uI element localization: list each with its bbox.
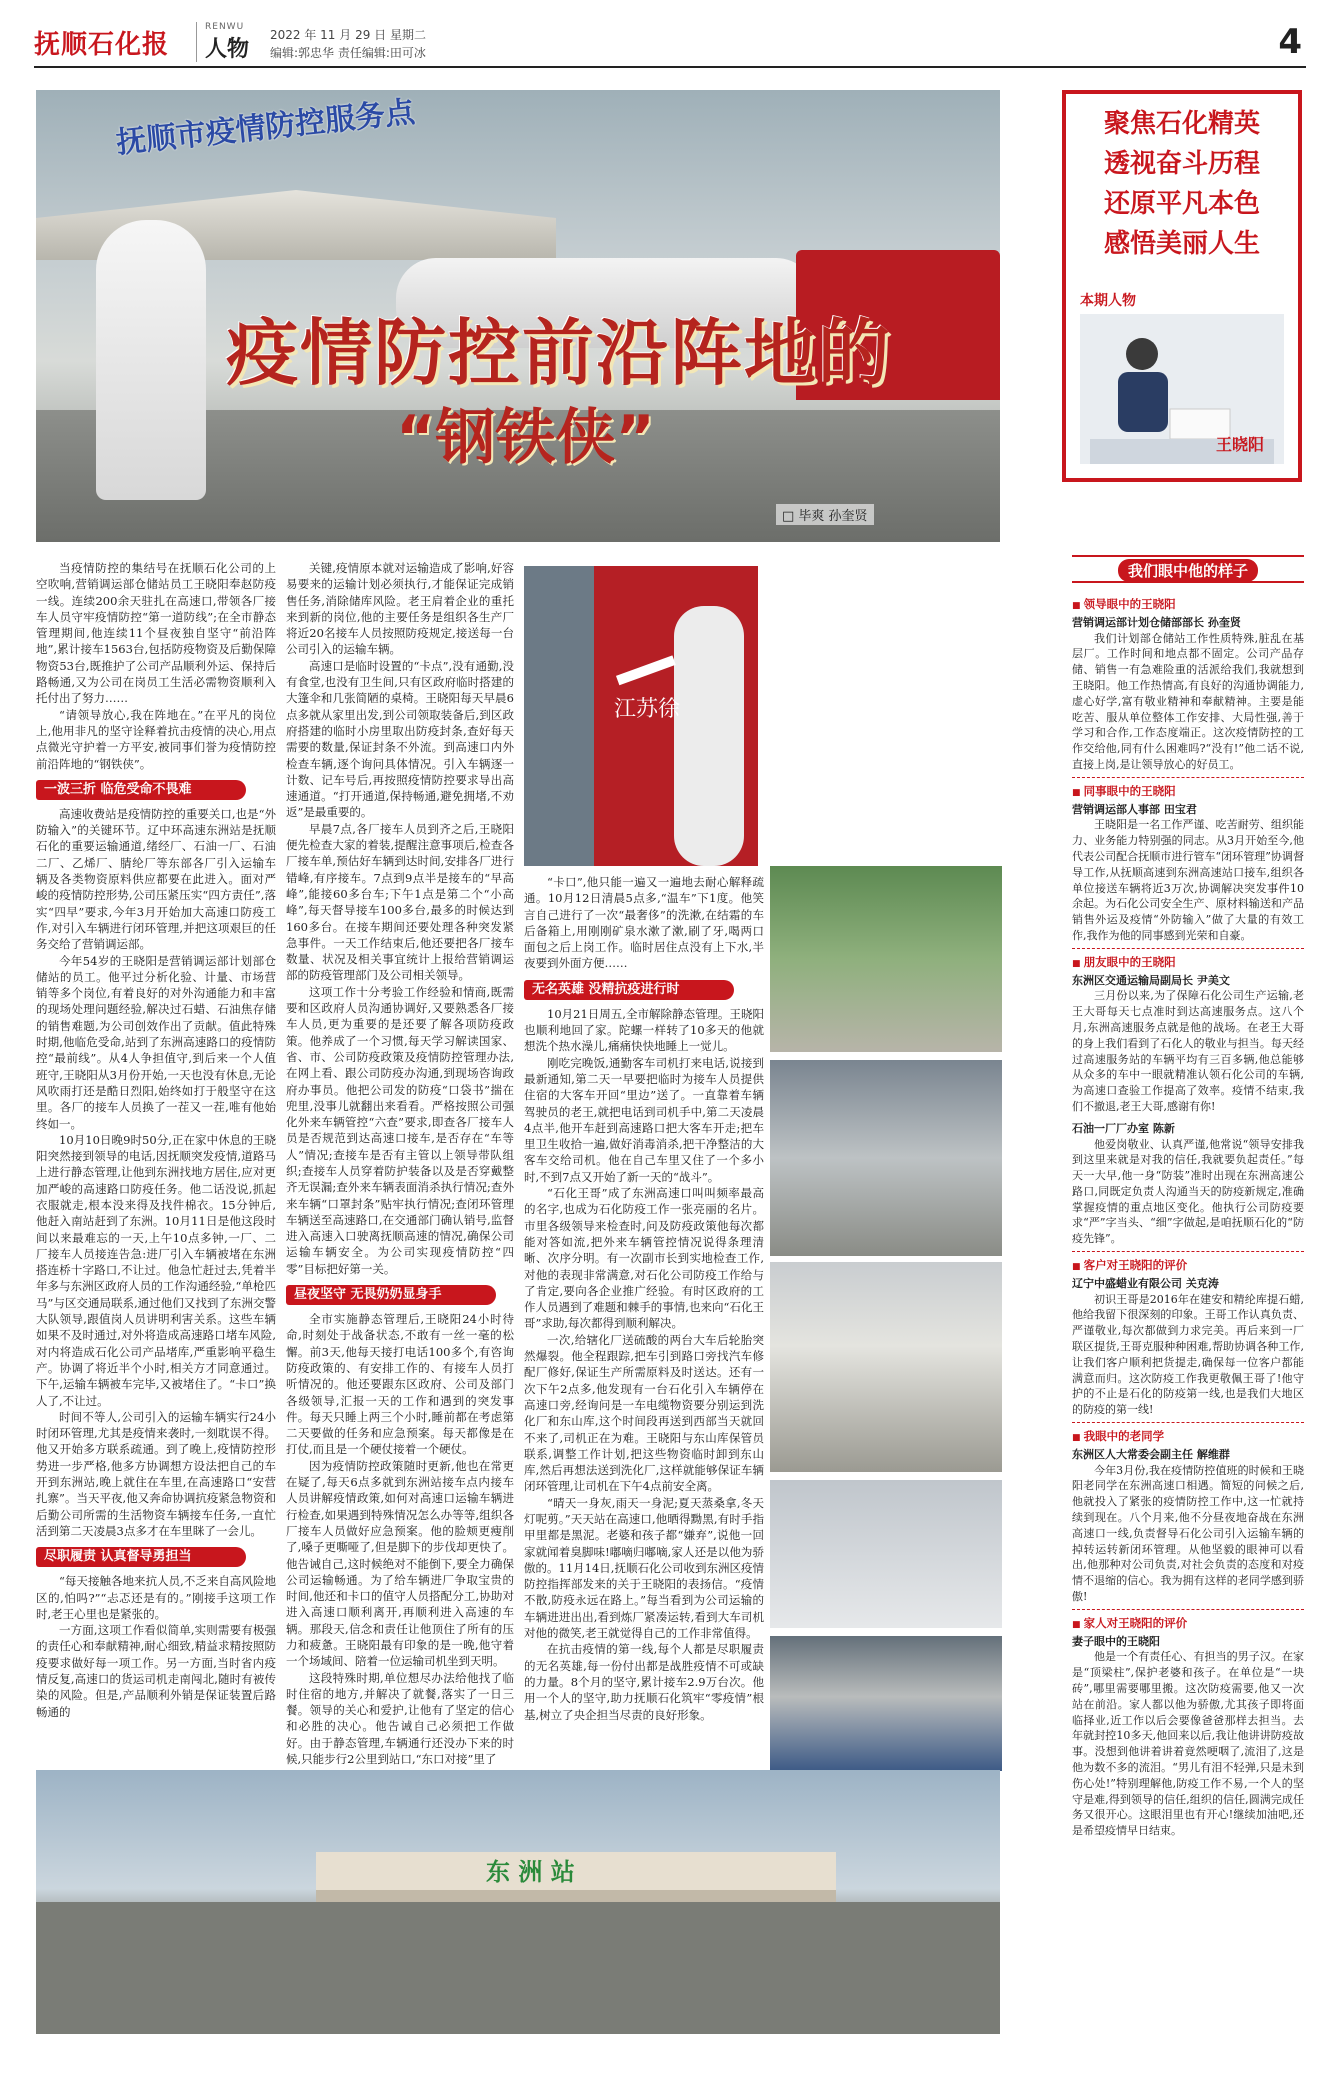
subheading: 一波三折 临危受命不畏难: [36, 780, 246, 800]
page-number: 4: [1278, 22, 1302, 62]
entry-text: 三月份以来,为了保障石化公司生产运输,老王大哥每天七点准时到达高速服务点。这八个月,东洲高速服务点就是他的战场。在老王大哥的身上我们看到了石化人的敬业与担当。每天经过高速服务站的车辆平均有三百多辆,他总能够从众多的车中一眼就精准认领石化公司的车辆,为高速口查验工作提高了效率。疫情不结束,我们不撤退,老王大哥,感谢有你!: [1072, 989, 1304, 1113]
rail-title-bar: [1072, 555, 1304, 583]
entry-text: 他是一个有责任心、有担当的男子汉。在家是“顶梁柱”,保护老婆和孩子。在单位是“一块砖”,哪里需要哪里搬。这次防疫需要,他又一次站在前沿。家人都以他为骄傲,尤其孩子即将面临择业,近工作以后会要像爸爸那样去担当。去年就封控10多天,他回来以后,我让他讲讲防疫故事。没想到他讲着讲着竟然哽咽了,流泪了,这是他为数不多的流泪。“男儿有泪不轻弹,只是未到伤心处!”特别理解他,防疫工作不易,一个人的坚守是难,得到领导的信任,组织的信任,圆满完成任务又很开心。这眼泪里也有开心!继续加油吧,还是希望疫情早日结束。: [1072, 1650, 1304, 1838]
section-en: RENWU: [205, 22, 245, 32]
newspaper-logo: 抚顺石化报: [34, 30, 170, 60]
paragraph: 当疫情防控的集结号在抚顺石化公司的上空吹响,营销调运部仓储站员工王晓阳奉赵防疫一线。连续200余天驻扎在高速口,带领各厂接车人员守牢疫情防控“第一道防线”;在全市静态管理期间,他连续11个昼夜独自坚守“前沿阵地”,累计接车1563台,包括防疫物资及后勤保障物资53台,既推护了公司产品顺利外运、保持后路畅通,又为公司在岗员工生活必需物资顺利入托付出了努力……: [36, 561, 276, 706]
divider: [1072, 1422, 1304, 1423]
paragraph: 一方面,这项工作看似简单,实则需要有极强的责任心和奉献精神,耐心细致,精益求精按照防疫要求做好每一项工作。另一方面,当时省内疫情反复,高速口的货运司机走南闯北,随时有被传染的风险。但是,产品顺利外销是保证装置后路畅通的: [36, 1623, 276, 1719]
entry-author: 石油一厂厂办室 陈新: [1072, 1121, 1175, 1135]
entry-author: 东洲区交通运输局副局长 尹美文: [1072, 973, 1230, 987]
entry-text: 我们计划部仓储站工作性质特殊,脏乱在基层厂。工作时间和地点都不固定。公司产品存储、销售一有急难险重的活派给我们,我就想到王晓阳。他工作热情高,有良好的沟通协调能力,虚心好学,富有敬业精神和奉献精神。主要是能吃苦、服从单位整体工作安排、大局性强,善于学习和合作,工作态度端正。这次疫情防控的工作交给他,同有什么困难吗?“没有!”他二话不说,直接上岗,是让领导放心的好员工。: [1072, 631, 1304, 771]
toll-station-photo: [36, 1770, 1000, 2034]
entry-text: 初识王哥是2016年在建安和精纶库提石蜡,他给我留下很深刻的印象。王哥工作认真负责、严谨敬业,每次都做到力求完美。再后来到一厂联区提货,王哥克服种种困难,帮助协调各种工作,让我们客户顺利把货提走,确保每一位客户都能满意而归。这次防疫工作我更敬佩王哥了!他守护的不止是石化的防疫第一线,也是我们大地区的防疫的第一线!: [1072, 1292, 1304, 1417]
officer-desk-photo: [770, 1636, 1002, 1771]
paragraph: 高速口是临时设置的“卡点”,没有通勤,没有食堂,也没有卫生间,只有区政府临时搭建的大篷伞和几张简陋的桌椅。王晓阳每天早晨6点多就从家里出发,到公司领取装备后,到区政府搭建的临时小房里取出防疫封条,查好每天需要的数量,保证封条不外流。到高速口内外检查车辆,逐个询问具体情况。引入车辆逐一计数、记车号后,再按照疫情防控要求导出高速通道。“打开通道,保持畅通,避免拥堵,不劝返”是最重要的。: [286, 658, 514, 820]
person-name: 王晓阳: [1216, 435, 1265, 454]
section-label: [196, 22, 249, 62]
paragraph: “请领导放心,我在阵地在。”在平凡的岗位上,他用非凡的坚守诠释着抗击疫情的决心,用点点微光守护着一方平安,被同事们誉为疫情防控前沿阵地的“钢铁侠”。: [36, 707, 276, 771]
truck-door-illustration-icon: [524, 566, 758, 866]
entry-heading: ■ 领导眼中的王晓阳: [1072, 597, 1304, 615]
editors: 编辑:郭忠华 责任编辑:田可冰: [270, 46, 426, 60]
divider: [1072, 1609, 1304, 1610]
paragraph: 10月21日周五,全市解除静态管理。王晓阳也顺利地回了家。陀螺一样转了10多天的他就想洗个热水澡儿,痛痛快快地睡上一觉儿。: [524, 1006, 764, 1054]
truck-door-text: 江苏徐: [614, 697, 681, 722]
paragraph: 这项工作十分考验工作经验和情商,既需要和区政府人员沟通协调好,又要熟悉各厂接车人员,更为重要的是还要了解各项防疫政策。他养成了一个习惯,每天学习解读国家、省、市、公司防疫政策及疫情防控管理办法,在网上看、跟公司防疫办沟通,到现场咨询政府办事员。他把公司发的防疫“口袋书”揣在兜里,没事儿就翻出来看看。严格按照公司强化外来车辆管控“六查”要求,即查各厂接车人员是否规范到达高速口接车,是否存在“车等人”情况;查接车是否有主管以上领导带队组织;查接车人员穿着防护装备以及是否穿戴整齐无误漏;查外来车辆表面消杀执行情况;查外来车辆“口罩封条”贴牢执行情况;查闭环管理车辆送至高速路口,在交通部门确认销号,监督进入高速入口驶离抚顺高速的情况,确保公司运输车辆安全。为公司实现疫情防控“四零”目标把好第一关。: [286, 984, 514, 1276]
issue-meta: [270, 26, 426, 62]
entry-text: 他爱岗敬业、认真严谨,他常说“领导安排我到这里来就是对我的信任,我就要负起责任。”每天一大早,他一身“防装”准时出现在东洲高速公路口,同既定负责人沟通当天的防疫新规定,准确掌握疫情的重点地区变化。他执行公司防疫要求“严”字当头、“细”字做起,是咱抚顺石化的“防疫先锋”。: [1072, 1137, 1304, 1246]
paragraph: 在抗击疫情的第一线,每个人都是尽职履责的无名英雄,每一份付出都是战胜疫情不可或缺的力量。8个月的坚守,累计接车2.9万台次。他用一个人的坚守,助力抚顺石化筑牢“零疫情”根基,树立了央企担当尽责的良好形象。: [524, 1642, 764, 1722]
documents-desk-photo: [770, 1480, 1002, 1628]
workers-tent-photo: [770, 1060, 1002, 1256]
paragraph: 早晨7点,各厂接车人员到齐之后,王晓阳便先检查大家的着装,提醒注意事项后,检查各厂接车单,预估好车辆到达时间,安排各厂进行错峰,有序接车。7点到9点半是接车的“早高峰”,能接60多台车;下午1点是第二个“小高峰”,每天督导接车100多台,最多的时候达到160多台。在接车期间还要处理各种突发紧急事件。一天工作结束后,他还要把各厂接车数量、状况及相关事宜统计上报给营销调运部的防疫管理部门及公司相关领导。: [286, 821, 514, 983]
article-column-2: [286, 560, 514, 1767]
column-feature-box: [1062, 90, 1302, 482]
divider: [1072, 777, 1304, 778]
issue-date: 2022 年 11 月 29 日 星期二: [270, 28, 426, 42]
section-cn: 人物: [205, 36, 250, 62]
entry-heading: ■ 客户对王晓阳的评价: [1072, 1258, 1304, 1276]
rail-entries: [1072, 591, 1304, 1839]
subheading: 无名英雄 没精抗疫进行时: [524, 980, 734, 1000]
entry-heading: ■ 家人对王晓阳的评价: [1072, 1616, 1304, 1634]
service-point-banner: 抚顺市疫情防控服务点: [114, 94, 417, 161]
divider: [1072, 1251, 1304, 1252]
toll-station-sign: 东 洲 站: [486, 1858, 575, 1886]
slogan-list: [1074, 104, 1290, 264]
entry-heading: ■ 我眼中的老同学: [1072, 1429, 1304, 1447]
article-column-3: [524, 874, 764, 1760]
article-column-1: [36, 560, 276, 1720]
divider: [1072, 948, 1304, 949]
slogan: 还原平凡本色: [1103, 189, 1260, 219]
hero-photo: [36, 90, 1000, 542]
slogan: 透视奋斗历程: [1103, 149, 1260, 179]
tent-checkpoint-photo: [770, 866, 1002, 1052]
headline: 疫情防控前沿阵地的: [226, 311, 893, 395]
quotes-rail: [1072, 555, 1304, 2050]
paragraph: 高速收费站是疫情防控的重要关口,也是“外防输入”的关键环节。辽中环高速东洲站是抚顺石化的重要运输通道,绪经厂、石油一厂、石油二厂、乙烯厂、腈纶厂等东部各厂引入运输车辆及各类物资原料供应都要在此进入。面对严峻的疫情防控形势,公司压紧压实“四方责任”,落实“四早”要求,今年3月开始加大高速口防疫工作,对引入车辆进行闭环管理,并把这项艰巨的任务交给了营销调运部。: [36, 806, 276, 952]
protective-suit-worker-figure: [96, 220, 206, 500]
byline: □ 毕爽 孙奎贤: [776, 504, 874, 525]
toll-station-illustration-icon: [36, 1770, 1000, 2034]
headline-second-line: “钢铁侠”: [396, 403, 655, 473]
paragraph: 刚吃完晚饭,通勤客车司机打来电话,说接到最新通知,第二天一早要把临时为接车人员提供住宿的大客车开回“里边”送了。一直靠着车辆驾驶员的老王,就把电话到司机手中,第二天凌晨4点半,他开车赶到高速路口把大客车开走;把车里卫生收拾一遍,做好消毒消杀,把干净整洁的大客车交给司机。他在自己车里又住了一个多小时,不到7点又开始了新一天的“战斗”。: [524, 1055, 764, 1184]
subheading: 尽职履责 认真督导勇担当: [36, 1547, 246, 1567]
paragraph: 这段特殊时期,单位想尽办法给他找了临时住宿的地方,并解决了就餐,落实了一日三餐。领导的关心和爱护,让他有了坚定的信心和必胜的决心。他告诫自己必须把工作做好。由于静态管理,车辆通行还没办下来的时候,只能步行2公里到站口,“东口对接”里了: [286, 1670, 514, 1767]
entry-author: 辽宁中盛蜡业有限公司 关克涛: [1072, 1276, 1219, 1290]
paragraph: 全市实施静态管理后,王晓阳24小时待命,时刻处于战备状态,不敢有一丝一毫的松懈。前3天,他每天接打电话100多个,有咨询防疫政策的、有安排工作的、有接车人员打听情况的。他还要跟东区政府、公司及部门各级领导,汇报一天的工作和遇到的突发事件。每天只睡上两三个小时,睡前都在考虑第二天要做的任务和应急预案。每天都像是在打仗,而且是一个硬仗接着一个硬仗。: [286, 1312, 514, 1457]
entry-author: 营销调运部计划仓储部部长 孙奎贤: [1072, 615, 1241, 629]
entry-author: 妻子眼中的王晓阳: [1072, 1634, 1160, 1648]
slogan: 聚焦石化精英: [1103, 109, 1260, 139]
entry-author: 营销调运部人事部 田宝君: [1072, 802, 1197, 816]
this-issue-label: 本期人物: [1080, 293, 1136, 309]
paragraph: “石化王哥”成了东洲高速口叫叫频率最高的名字,也成为石化防疫工作一张亮丽的名片。市里各级领导来检查时,问及防疫政策他每次都能对答如流,把外来车辆管控情况说得条理清晰、次序分明。有一次副市长到实地检查工作,对他的表现非常满意,对石化公司防疫工作给与了肯定,要向各企业推广经验。有时区政府的工作人员遇到了难题和棘手的事情,也来向“石化王哥”求助,每次都得到顺利解决。: [524, 1186, 764, 1331]
rail-title: 我们眼中他的样子: [1118, 559, 1258, 582]
entry-text: 王晓阳是一名工作严谨、吃苦耐劳、组织能力、业务能力特别强的同志。从3月开始至今,他代表公司配合抚顺市进行管车“闭环管理”协调督导工作,从抚顺高速到东洲高速站口接车,组织各单位接送车辆将近3万次,协调解决突发事件10余起。为石化公司安全生产、原材料输送和产品销售外运及疫情“外防输入”做了大量的有效工作,我作为他的同事感到光荣和自豪。: [1072, 818, 1304, 942]
paragraph: 时间不等人,公司引入的运输车辆实行24小时闭环管理,尤其是疫情来袭时,一刻耽误不得。他又开始多方联系疏通。到了晚上,疫情防控形势进一步严格,他多方协调想方设法把自己的车开到东洲站,晚上就住在车里,在高速路口“安营扎寨”。当天平夜,他又奔命协调抗疫紧急物资和后勤公司所需的生活物资车辆接车任务,一直忙活到第二天凌晨3点多才在车里眯了一会儿。: [36, 1409, 276, 1538]
entry-heading: ■ 同事眼中的王晓阳: [1072, 784, 1304, 802]
entry-text: 今年3月份,我在疫情防控值班的时候和王晓阳老同学在东洲高速口相遇。简短的问候之后,他就投入了紧张的疫情防控工作中,这一忙就持续到现在。八个月来,他不分昼夜地奋战在东洲高速口一线,负责督导石化公司引入运输车辆的掉转运转新闭环管理。从他坚毅的眼神可以看出,他那种对公司负责,对社会负责的态度和对疫情不退缩的信心。我为拥有这样的老同学感到骄傲!: [1072, 1463, 1304, 1604]
slogan: 感悟美丽人生: [1103, 229, 1260, 259]
paragraph: “卡口”,他只能一遍又一遍地去耐心解释疏通。10月12日清晨5点多,“温车”下1度。他笑言自己进行了一次“最奢侈”的洗漱,在结霜的车后备箱上,用刚刚矿泉水漱了漱,刷了牙,喝两口面包之后上岗工作。临时居住点没有上下水,半夜要到外面方便……: [524, 875, 764, 971]
paragraph: 10月10日晚9时50分,正在家中休息的王晓阳突然接到领导的电话,因抚顺突发疫情,道路马上进行静态管理,让他到东洲找地方居住,应对更加严峻的高速路口防疫任务。他二话没说,抓起衣服就走,根本没来得及找件棉衣。15分钟后,他赶入南站赶到了东洲。10月11日是他这段时间以来最难忘的一天,上午10点多钟,一厂、二厂接车人员接连告急:进厂引入车辆被堵在东洲搭连桥十字路口,不让过。他急忙赶过去,凭着半年多与东洲区政府人员的工作沟通经验,“单枪匹马”与区交通局联系,通过他们又找到了东洲交警大队领导,跟值岗人员讲明利害关系。这些车辆如果不及时通过,对外将造成高速路口堵车风险,对内将造成石化公司产品堵库,严重影响平稳生产。协调了将近半个小时,相关方才同意通过。下午,运输车辆被车完毕,又被堵住了。“卡口”换人了,不让过。: [36, 1132, 276, 1408]
paragraph: 关键,疫情原本就对运输造成了影响,好容易要来的运输计划必须执行,才能保证完成销售任务,消除储库风险。老王肩着企业的重托来到新的岗位,他的主要任务是组织各生产厂将近20名接车人员按照防疫规定,接送每一台公司引入的运输车辆。: [286, 561, 514, 657]
paragraph: 今年54岁的王晓阳是营销调运部计划部仓储站的员工。他平过分析化验、计量、市场营销等多个岗位,有着良好的对外沟通能力和丰富的现场处理问题经验,解决过石蜡、石油焦存储的销售难题,为公司创效作出了贡献。值此特殊时期,他临危受命,站到了东洲高速路口的疫情防控“最前线”。从4人争担值守,到后来一个人值班守,王晓阳从3月份开始,一天也没有休息,无论风吹雨打还是酷日烈阳,始终如打于般坚守在这里。各厂的接车人员换了一茬又一茬,唯有他始终如一。: [36, 953, 276, 1131]
paragraph: 一次,给辖化厂送硫酸的两台大车后轮胎突然爆裂。他全程跟踪,把车引到路口旁找汽车修配厂修好,保证生产所需原料及时送达。还有一次下午2点多,他发现有一台石化引入车辆停在高速口旁,经询问是一车电缆物资要分别运到洗化厂和东山库,这个时间段再送到西部当天就回不来了,司机正在为难。王晓阳与东山库保管员联系,调整工作计划,把这些物资临时卸到东山库,然后再想法送到洗化厂,这样就能够保证车辆闭环管理,让司机在下午4点前安全离。: [524, 1332, 764, 1494]
entry-heading: ■ 朋友眼中的王晓阳: [1072, 955, 1304, 973]
group-workers-photo: [770, 1262, 1002, 1472]
paragraph: 因为疫情防控政策随时更新,他也在常更在疑了,每天6点多就到东洲站接车点内接车人员讲解疫情政策,如何对高速口运输车辆进行检查,如果遇到特殊情况怎么办等等,组织各厂接车人员做好应急预案。他的脸颊更瘦削了,嗓子更嘶哑了,但是脚下的步伐却更快了。他告诫自己,这时候绝对不能倒下,要全力确保公司运输畅通。为了给车辆进厂争取宝贵的时间,他还和卡口的值守人员搭配分工,协助对进入高速口顺利离开,再顺利进入高速的车辆。那段天,信念和责任让他顶住了所有的压力和疲惫。王晓阳最有印象的是一晚,他守着一个场域间、陪着一位运输司机坐到天明。: [286, 1458, 514, 1669]
entry-author: 东洲区人大常委会副主任 解维群: [1072, 1447, 1230, 1461]
paragraph: “每天接触各地来抗人员,不乏来自高风险地区的,怕吗?”“忐忑还是有的。”刚接手这项工作时,老王心里也是紧张的。: [36, 1574, 276, 1621]
subheading: 昼夜坚守 无畏奶奶显身手: [286, 1285, 496, 1305]
page-header: [34, 22, 1306, 68]
truck-door-photo: [524, 566, 758, 866]
paragraph: “晴天一身灰,雨天一身泥;夏天蒸桑拿,冬天灯呢剪。”天天站在高速口,他晒得黝黑,有时手指甲里都是黑泥。老婆和孩子都“嫌弃”,说他一回家就闻着臭脚味!嘟嘀归嘟嘀,家人还是以他为骄傲的。11月14日,抚顺石化公司收到东洲区疫情防控指挥部发来的关于王晓阳的表扬信。“疫情不散,防疫永远在路上。”每当看到为公司运输的车辆进进出出,看到炼厂紧凑运转,看到大车司机对他的微笑,老王就觉得自己的工作非常值得。: [524, 1495, 764, 1641]
